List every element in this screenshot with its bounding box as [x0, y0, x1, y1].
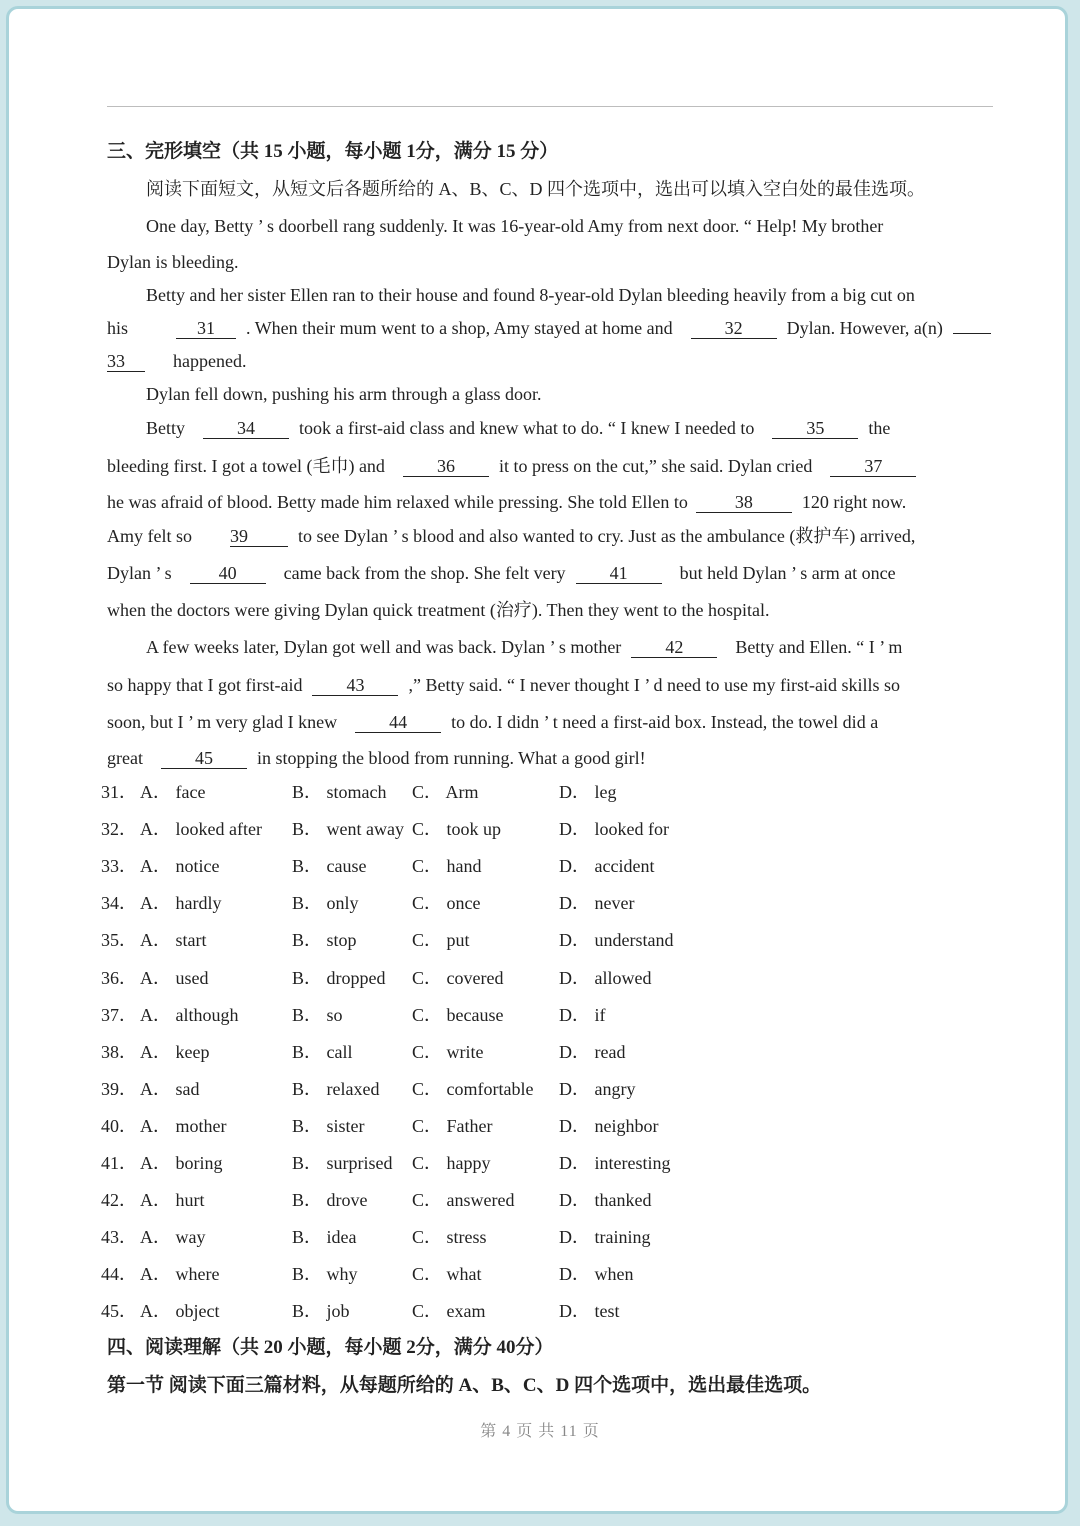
option-b[interactable]: B． idea [292, 1227, 357, 1248]
section3-heading: 三、完形填空（共 15 小题，每小题 1分，满分 15 分） [107, 141, 559, 162]
section3-instruction: 阅读下面短文，从短文后各题所给的 A、B、C、D 四个选项中，选出可以填入空白处的最佳选项。 [146, 179, 926, 199]
option-d[interactable]: D． read [559, 1041, 626, 1062]
passage-line: Betty 34 took a first-aid class and knew what to do. “ I knew I needed to 35 the [146, 418, 891, 438]
option-a[interactable]: A． keep [140, 1041, 210, 1062]
option-a[interactable]: A． used [140, 967, 209, 988]
option-d[interactable]: D． thanked [559, 1190, 652, 1211]
blank-42[interactable]: 42 [631, 637, 717, 658]
header-rule [107, 106, 993, 107]
blank-31[interactable]: 31 [176, 318, 236, 339]
option-b[interactable]: B． call [292, 1041, 353, 1062]
option-c[interactable]: C． because [412, 1004, 504, 1025]
option-b[interactable]: B． why [292, 1264, 358, 1285]
option-a[interactable]: A． looked after [140, 819, 262, 840]
option-c[interactable]: C． write [412, 1041, 484, 1062]
page-footer: 第 4 页 共 11 页 [480, 1423, 600, 1440]
question-number: 42． [101, 1190, 137, 1211]
option-d[interactable]: D． test [559, 1301, 620, 1322]
option-a[interactable]: A． boring [140, 1153, 223, 1173]
question-number: 35． [101, 930, 137, 951]
passage-line: bleeding first. I got a towel (毛巾) and 36 it to press on the cut,” she said. Dylan cried 37 [107, 455, 916, 477]
option-c[interactable]: C． hand [412, 856, 482, 877]
option-b[interactable]: B． so [292, 1004, 343, 1025]
blank-36[interactable]: 36 [403, 456, 489, 477]
blank-34[interactable]: 34 [203, 418, 289, 439]
option-b[interactable]: B． surprised [292, 1153, 393, 1173]
option-c[interactable]: C． happy [412, 1153, 491, 1173]
option-a[interactable]: A． sad [140, 1078, 200, 1099]
blank-40[interactable]: 40 [190, 563, 266, 584]
option-c[interactable]: C． Father [412, 1115, 493, 1136]
option-c[interactable]: C． Arm [412, 782, 479, 802]
passage-line: One day, Betty ’ s doorbell rang suddenly. It was 16-year-old Amy from next door. “ Help! My brother [146, 216, 884, 236]
option-a[interactable]: A． face [140, 782, 206, 802]
option-a[interactable]: A． although [140, 1004, 239, 1025]
option-a[interactable]: A． notice [140, 856, 220, 877]
passage-line: great 45 in stopping the blood from running. What a good girl! [107, 748, 646, 768]
passage-line: Dylan fell down, pushing his arm through a glass door. [146, 384, 542, 404]
option-c[interactable]: C． once [412, 893, 481, 914]
option-a[interactable]: A． way [140, 1227, 206, 1248]
passage-line: A few weeks later, Dylan got well and was back. Dylan ’ s mother 42 Betty and Ellen. “ I ’ m [146, 637, 903, 657]
question-number: 40． [101, 1115, 137, 1136]
option-c[interactable]: C． took up [412, 819, 502, 840]
exam-page [6, 6, 1068, 1514]
blank-45[interactable]: 45 [161, 748, 247, 769]
question-number: 45． [101, 1301, 137, 1322]
option-c[interactable]: C． comfortable [412, 1078, 534, 1099]
passage-line: Betty and her sister Ellen ran to their house and found 8-year-old Dylan bleeding heavily from a big cut on [146, 285, 915, 305]
passage-line: his 31 . When their mum went to a shop, Amy stayed at home and 32 Dylan. However, a(n) [107, 317, 991, 339]
option-a[interactable]: A． hardly [140, 893, 222, 914]
question-number: 31． [101, 782, 137, 802]
blank-39[interactable]: 39 [230, 526, 288, 547]
option-a[interactable]: A． object [140, 1301, 220, 1322]
blank-41[interactable]: 41 [576, 563, 662, 584]
option-c[interactable]: C． covered [412, 967, 504, 988]
blank-38[interactable]: 38 [696, 492, 792, 513]
question-number: 41． [101, 1153, 137, 1173]
option-d[interactable]: D． looked for [559, 819, 669, 840]
passage-line: he was afraid of blood. Betty made him relaxed while pressing. She told Ellen to 38 120 right now. [107, 492, 907, 512]
question-number: 36． [101, 967, 137, 988]
question-number: 33． [101, 856, 137, 877]
option-b[interactable]: B． stop [292, 930, 357, 951]
option-d[interactable]: D． if [559, 1004, 606, 1025]
question-number: 32． [101, 819, 137, 840]
blank-32[interactable]: 32 [691, 318, 777, 339]
option-d[interactable]: D． neighbor [559, 1115, 659, 1136]
section4-subheading: 第一节 阅读下面三篇材料，从每题所给的 A、B、C、D 四个选项中，选出最佳选项。 [107, 1375, 822, 1396]
passage-line: Dylan ’ s 40 came back from the shop. She felt very 41 but held Dylan ’ s arm at once [107, 563, 896, 583]
question-number: 37． [101, 1004, 137, 1025]
option-b[interactable]: B． dropped [292, 967, 386, 988]
option-b[interactable]: B． cause [292, 856, 367, 877]
passage-line: when the doctors were giving Dylan quick treatment (治疗). Then they went to the hospital. [107, 600, 770, 620]
blank-33-start [953, 333, 991, 334]
option-d[interactable]: D． angry [559, 1078, 636, 1099]
option-d[interactable]: D． never [559, 893, 635, 914]
passage-line: Dylan is bleeding. [107, 252, 239, 272]
option-b[interactable]: B． relaxed [292, 1078, 380, 1099]
question-number: 44． [101, 1264, 137, 1285]
option-b[interactable]: B． stomach [292, 782, 387, 802]
option-b[interactable]: B． went away [292, 819, 404, 840]
option-c[interactable]: C． answered [412, 1190, 515, 1211]
option-c[interactable]: C． put [412, 930, 470, 951]
question-number: 34． [101, 893, 137, 914]
question-number: 38． [101, 1041, 137, 1062]
blank-35[interactable]: 35 [772, 418, 858, 439]
blank-37[interactable]: 37 [830, 456, 916, 477]
option-c[interactable]: C． exam [412, 1301, 486, 1322]
option-d[interactable]: D． understand [559, 930, 674, 951]
passage-line: Amy felt so 39 to see Dylan ’ s blood and also wanted to cry. Just as the ambulance (救护车) arrived, [107, 526, 916, 546]
option-a[interactable]: A． where [140, 1264, 220, 1285]
option-d[interactable]: D． training [559, 1227, 651, 1248]
option-a[interactable]: A． start [140, 930, 207, 951]
option-d[interactable]: D． allowed [559, 967, 652, 988]
option-c[interactable]: C． stress [412, 1227, 487, 1248]
passage-line: soon, but I ’ m very glad I knew 44 to do. I didn ’ t need a first-aid box. Instead, the towel did a [107, 712, 879, 732]
passage-line: 33 happened. [107, 351, 247, 371]
option-d[interactable]: D． when [559, 1264, 634, 1285]
passage-line: so happy that I got first-aid 43 ,” Betty said. “ I never thought I ’ d need to use my first-aid skills so [107, 675, 901, 695]
option-b[interactable]: B． job [292, 1301, 350, 1322]
option-c[interactable]: C． what [412, 1264, 482, 1285]
option-b[interactable]: B． sister [292, 1115, 365, 1136]
option-d[interactable]: D． accident [559, 856, 655, 877]
question-number: 43． [101, 1227, 137, 1248]
blank-44[interactable]: 44 [355, 712, 441, 733]
option-d[interactable]: D． interesting [559, 1153, 671, 1173]
question-number: 39． [101, 1078, 137, 1099]
option-b[interactable]: B． only [292, 893, 359, 914]
section4-heading: 四、阅读理解（共 20 小题，每小题 2分，满分 40分） [107, 1337, 554, 1358]
option-d[interactable]: D． leg [559, 782, 617, 802]
option-a[interactable]: A． hurt [140, 1190, 205, 1211]
option-a[interactable]: A． mother [140, 1115, 227, 1136]
blank-43[interactable]: 43 [312, 675, 398, 696]
blank-33[interactable]: 33 [107, 351, 145, 372]
option-b[interactable]: B． drove [292, 1190, 368, 1211]
